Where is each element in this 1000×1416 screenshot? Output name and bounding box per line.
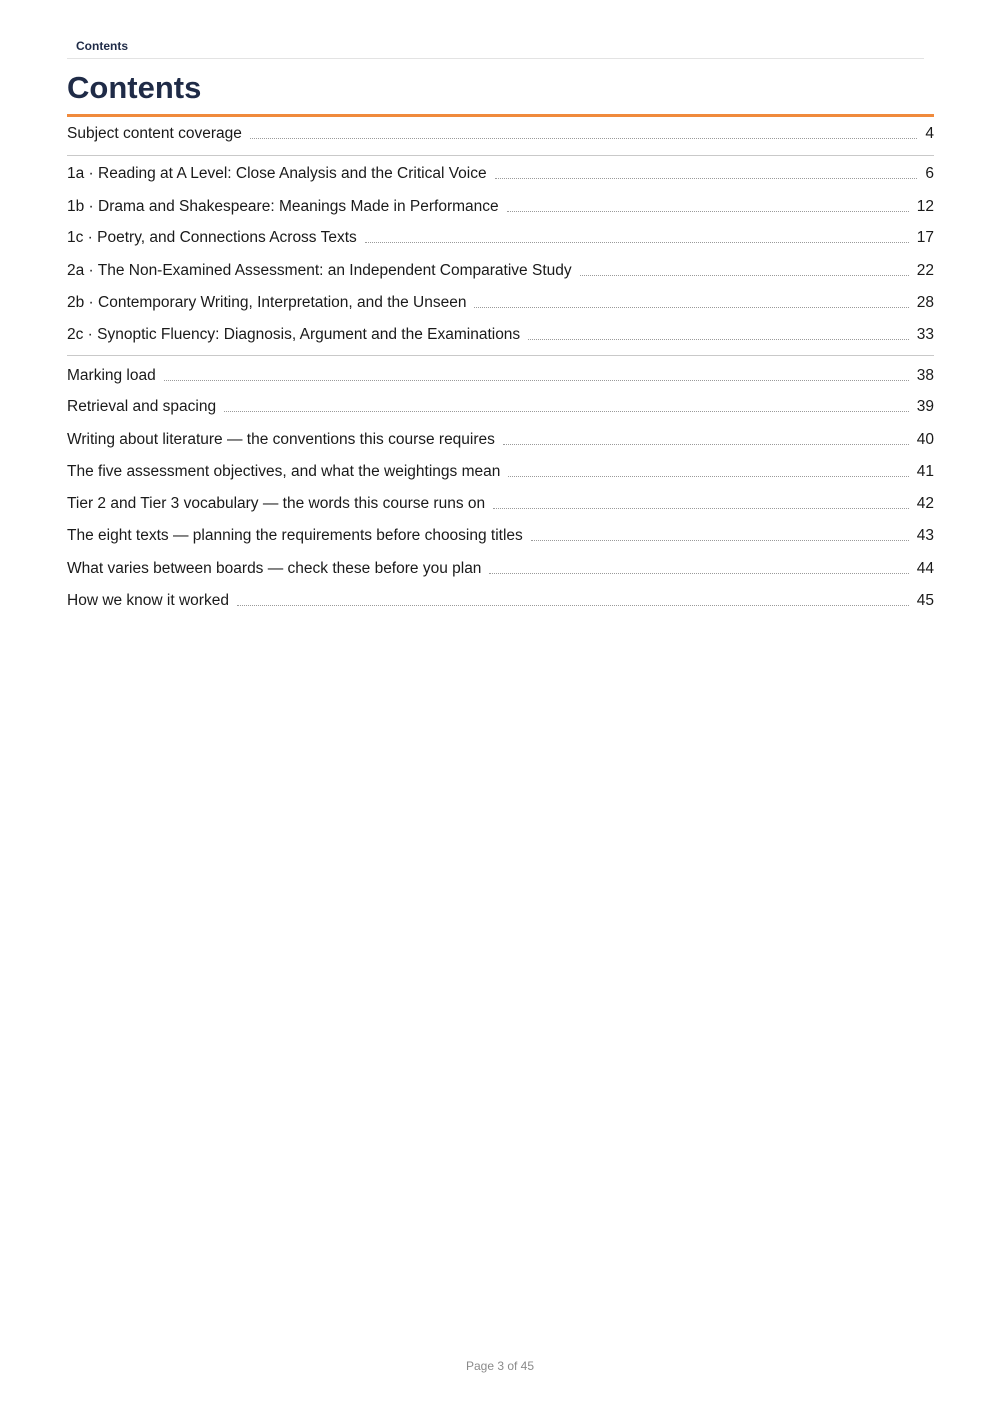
toc-entry-page: 39 <box>916 398 934 415</box>
running-header-label: Contents <box>76 39 128 53</box>
toc-entry-writing-about-literature[interactable] <box>67 428 934 450</box>
toc-entry-page: 40 <box>916 431 934 448</box>
toc-entry-how-we-know-it-worked[interactable] <box>67 589 934 611</box>
toc-dot-leader <box>493 508 909 509</box>
toc-entry-page: 45 <box>916 592 934 609</box>
toc-entry-label: The eight texts — planning the requirements before choosing titles <box>67 527 523 544</box>
toc-dot-leader <box>164 380 909 381</box>
toc-dot-leader <box>508 476 908 477</box>
toc-dot-leader <box>489 573 908 574</box>
toc-entry-label: The five assessment objectives, and what the weightings mean <box>67 463 501 480</box>
toc-entry-page: 38 <box>916 367 934 384</box>
toc-entry-vocabulary[interactable] <box>67 492 934 514</box>
toc-dot-leader <box>224 411 909 412</box>
toc-entry-page: 42 <box>916 495 934 512</box>
toc-dot-leader <box>503 444 909 445</box>
toc-dot-leader <box>507 211 909 212</box>
toc-entry-label: Marking load <box>67 367 156 384</box>
toc-entry-assessment-objectives[interactable] <box>67 460 934 482</box>
toc-entry-label: 2b · Contemporary Writing, Interpretation, and the Unseen <box>67 294 467 311</box>
toc-entry-label: 2c · Synoptic Fluency: Diagnosis, Argument and the Examinations <box>67 326 521 343</box>
toc-entry-label: 2a · The Non-Examined Assessment: an Independent Comparative Study <box>67 262 572 279</box>
toc-group-divider <box>67 355 934 356</box>
toc-entry-label: 1b · Drama and Shakespeare: Meanings Made in Performance <box>67 198 499 215</box>
toc-entry-page: 4 <box>925 125 934 142</box>
toc-dot-leader <box>250 138 917 139</box>
toc-entry-label: Retrieval and spacing <box>67 398 217 415</box>
toc-entry-label: Writing about literature — the conventions this course requires <box>67 431 495 448</box>
toc-entry-retrieval-and-spacing[interactable] <box>67 395 934 417</box>
toc-dot-leader <box>495 178 918 179</box>
toc-entry-page: 22 <box>916 262 934 279</box>
toc-dot-leader <box>474 307 908 308</box>
toc-entry-eight-texts[interactable] <box>67 524 934 546</box>
toc-entry-unit-2b[interactable] <box>67 291 934 313</box>
toc-dot-leader <box>237 605 909 606</box>
toc-entry-label: How we know it worked <box>67 592 229 609</box>
toc-dot-leader <box>531 540 909 541</box>
toc-entry-page: 28 <box>916 294 934 311</box>
toc-entry-page: 43 <box>916 527 934 544</box>
toc-entry-unit-2c[interactable] <box>67 323 934 345</box>
page-title: Contents <box>67 70 202 105</box>
toc-entry-board-variation[interactable] <box>67 557 934 579</box>
toc-entry-page: 41 <box>916 463 934 480</box>
toc-dot-leader <box>580 275 909 276</box>
toc-entry-page: 12 <box>916 198 934 215</box>
toc-entry-unit-1b[interactable] <box>67 195 934 217</box>
running-header <box>67 38 924 59</box>
toc-entry-page: 44 <box>916 560 934 577</box>
toc-entry-label: 1c · Poetry, and Connections Across Texts <box>67 229 357 246</box>
toc-entry-unit-2a[interactable] <box>67 259 934 281</box>
toc-entry-label: Subject content coverage <box>67 125 242 142</box>
toc-entry-label: Tier 2 and Tier 3 vocabulary — the words this course runs on <box>67 495 486 512</box>
toc-entry-unit-1a[interactable] <box>67 162 934 184</box>
toc-entry-unit-1c[interactable] <box>67 226 934 248</box>
title-accent-rule <box>67 114 934 117</box>
toc-entry-label: 1a · Reading at A Level: Close Analysis and the Critical Voice <box>67 165 487 182</box>
toc-entry-label: What varies between boards — check these before you plan <box>67 560 482 577</box>
page-footer: Page 3 of 45 <box>465 1359 535 1373</box>
toc-dot-leader <box>365 242 909 243</box>
toc-dot-leader <box>528 339 909 340</box>
toc-group-divider <box>67 155 934 156</box>
toc-entry-subject-content-coverage[interactable] <box>67 122 934 144</box>
toc-entry-page: 33 <box>916 326 934 343</box>
toc-entry-marking-load[interactable] <box>67 364 934 386</box>
toc-entry-page: 17 <box>916 229 934 246</box>
toc-entry-page: 6 <box>925 165 934 182</box>
